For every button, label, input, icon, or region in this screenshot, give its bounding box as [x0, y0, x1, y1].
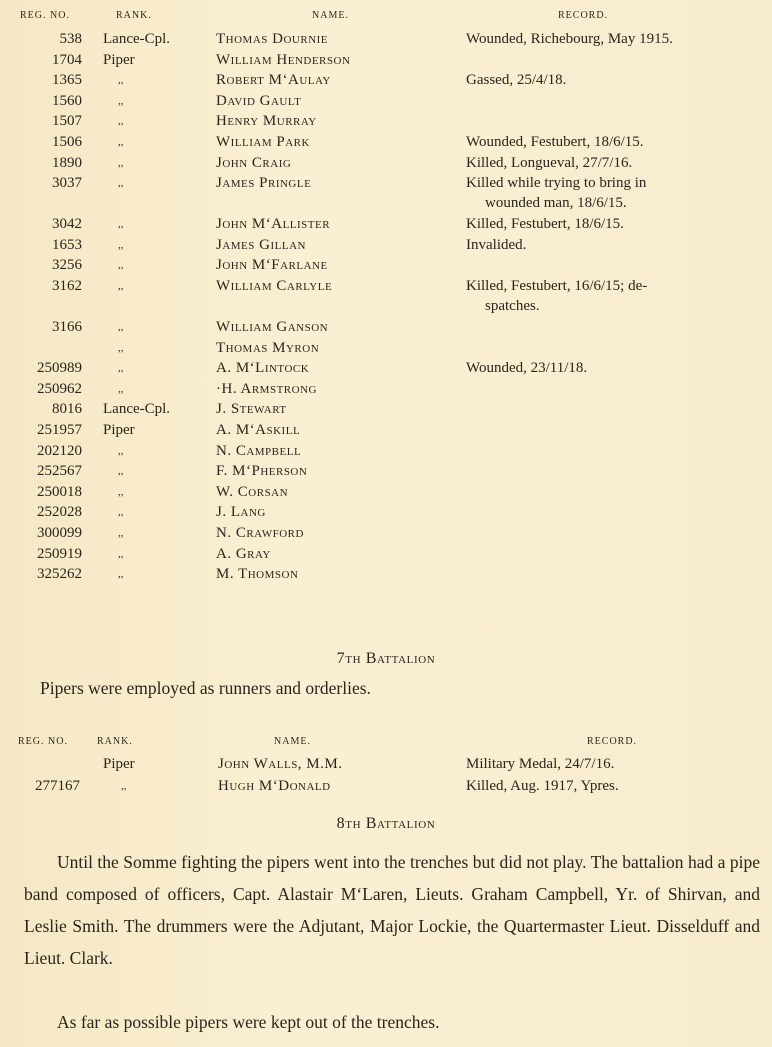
rank: ,, [118, 115, 124, 128]
table-row [0, 132, 772, 152]
record [466, 29, 754, 49]
soldier-name: John Craig [216, 154, 292, 171]
rank: ,, [118, 136, 124, 148]
soldier-name: N. Crawford [216, 525, 304, 541]
reg-no: 252028 [37, 504, 82, 521]
header-reg-no: REG. NO. [20, 10, 70, 21]
reg-no: 3166 [52, 319, 82, 335]
record-text: Killed, Festubert, 18/6/15. [466, 216, 624, 233]
rank: ,, [118, 259, 124, 272]
reg-no: 202120 [37, 442, 82, 459]
rank: ,, [118, 382, 124, 395]
soldier-name: William Ganson [216, 319, 329, 335]
rank: ,, [118, 362, 124, 375]
rank: ,, [118, 177, 124, 190]
table-row [0, 399, 772, 419]
rank: Piper [103, 51, 135, 68]
rank: ,, [118, 568, 124, 581]
reg-no: 277167 [35, 778, 80, 794]
rank: Piper [103, 422, 135, 438]
record [466, 235, 754, 255]
soldier-name: A. M‘Askill [216, 422, 301, 438]
table-row [0, 317, 772, 337]
rank: Piper [103, 756, 135, 772]
soldier-name: ·H. Armstrong [216, 380, 317, 397]
reg-no: 1890 [52, 154, 82, 171]
soldier-name: N. Campbell [216, 442, 302, 459]
table-row [0, 111, 772, 131]
header-rank: RANK. [116, 10, 152, 21]
soldier-name: Thomas Myron [216, 339, 320, 356]
rank: Lance-Cpl. [103, 401, 171, 418]
reg-no: 538 [59, 31, 82, 47]
reg-no: 3042 [52, 216, 82, 233]
section-title-7th-battalion: 7th Battalion [336, 650, 436, 667]
record-text: Wounded, 23/11/18. [466, 360, 588, 377]
reg-no: 250919 [37, 545, 82, 562]
soldier-name: A. M‘Lintock [216, 360, 310, 377]
table-row [0, 420, 772, 440]
rank: ,, [118, 547, 124, 560]
record-text: Killed, Festubert, 16/6/15; de- [466, 278, 648, 294]
eighth-battalion-paragraph-2: As far as possible pipers were kept out of the trenches. [57, 1012, 440, 1032]
rank: ,, [118, 218, 124, 231]
rank: ,, [118, 341, 124, 354]
rank: ,, [118, 485, 124, 498]
soldier-name: J. Lang [216, 504, 266, 521]
record [466, 153, 754, 173]
table-row [0, 235, 772, 255]
table-row [0, 482, 772, 502]
soldier-name: John Walls, M.M. [218, 756, 343, 772]
reg-no: 325262 [37, 566, 82, 583]
table-row [0, 153, 772, 173]
rank: ,, [118, 321, 124, 333]
header-record-7th: RECORD. [587, 736, 638, 747]
table-row [0, 379, 772, 399]
rank: ,, [118, 238, 124, 251]
table-row [0, 544, 772, 564]
soldier-name: David Gault [216, 92, 302, 109]
rank: ,, [118, 156, 124, 169]
table-row [0, 91, 772, 111]
soldier-name: John M‘Farlane [216, 257, 328, 274]
record [466, 132, 754, 152]
rank: ,, [118, 506, 124, 519]
rank: ,, [118, 94, 124, 107]
table-row [0, 441, 772, 461]
table-row [0, 358, 772, 378]
rank: ,, [118, 465, 124, 478]
table-row [0, 276, 772, 314]
table-row [0, 255, 772, 275]
soldier-name: M. Thomson [216, 566, 299, 583]
soldier-name: James Pringle [216, 175, 312, 192]
table-row [0, 523, 772, 543]
table-row [0, 29, 772, 49]
reg-no: 1560 [52, 92, 82, 109]
section-title-8th-battalion: 8th Battalion [336, 815, 436, 832]
rank: ,, [118, 527, 124, 539]
record [466, 173, 754, 213]
table-row [0, 461, 772, 481]
soldier-name: J. Stewart [216, 401, 287, 418]
reg-no: 3256 [52, 257, 82, 274]
record [466, 70, 754, 90]
header-name: NAME. [312, 10, 349, 21]
soldier-name: W. Corsan [216, 483, 289, 500]
soldier-name: Henry Murray [216, 113, 317, 130]
reg-no: 250989 [37, 360, 82, 377]
rank: ,, [118, 444, 124, 457]
record-text: Gassed, 25/4/18. [466, 72, 567, 89]
table-row [0, 173, 772, 212]
record-continuation: wounded man, 18/6/15. [485, 195, 627, 212]
soldier-name: William Henderson [216, 51, 351, 68]
soldier-name: Hugh M‘Donald [218, 778, 331, 794]
soldier-name: John M‘Allister [216, 216, 331, 233]
record [466, 276, 754, 316]
table-row [0, 50, 772, 70]
record-text: Invalided. [466, 236, 527, 253]
reg-no: 3162 [52, 278, 82, 294]
table-row [0, 70, 772, 90]
table-row [0, 776, 772, 796]
soldier-name: Robert M‘Aulay [216, 72, 331, 89]
reg-no: 252567 [37, 463, 82, 480]
record [466, 358, 754, 378]
reg-no: 1507 [52, 113, 82, 130]
record-text: Killed, Longueval, 27/7/16. [466, 154, 633, 171]
record-text: Killed while trying to bring in [466, 175, 647, 192]
reg-no: 300099 [37, 525, 82, 541]
reg-no: 8016 [52, 401, 82, 418]
reg-no: 251957 [37, 422, 82, 438]
reg-no: 250962 [37, 380, 82, 397]
table-row [0, 214, 772, 234]
table-row [0, 564, 772, 584]
header-record: RECORD. [558, 10, 609, 21]
reg-no: 3037 [52, 175, 82, 192]
eighth-battalion-paragraph-1: Until the Somme fighting the pipers went into the trenches but did not play. The battalion had a pipe band composed of officers, Capt. Alastair M‘Laren, Lieuts. Graham Campbell, Yr. of Shirvan, and Leslie Smith. The drummers were the Adjutant, Major Lockie, the Quartermaster Lieut. Disselduff and Lieut. Clark. [24, 852, 760, 968]
record-continuation: spatches. [485, 298, 540, 314]
header-name-7th: NAME. [274, 736, 311, 747]
soldier-name: James Gillan [216, 236, 306, 253]
reg-no: 1704 [52, 51, 82, 68]
soldier-name: William Park [216, 134, 310, 150]
soldier-name: Thomas Dournie [216, 31, 329, 47]
rank: ,, [118, 74, 124, 87]
record [466, 214, 754, 234]
rank: ,, [118, 280, 124, 292]
soldier-name: A. Gray [216, 545, 271, 562]
soldier-name: William Carlyle [216, 278, 333, 294]
record-text: Wounded, Richebourg, May 1915. [466, 31, 673, 47]
rank: Lance-Cpl. [103, 31, 171, 47]
record: Military Medal, 24/7/16. [466, 756, 615, 772]
reg-no: 1653 [52, 236, 82, 253]
record: Killed, Aug. 1917, Ypres. [466, 778, 619, 794]
soldier-name: F. M‘Pherson [216, 463, 308, 480]
table-row [0, 754, 772, 774]
rank: ,, [121, 780, 127, 792]
reg-no: 1365 [52, 72, 82, 89]
table-row [0, 338, 772, 358]
reg-no: 1506 [52, 134, 82, 150]
table-row [0, 502, 772, 522]
header-rank-7th: RANK. [97, 736, 133, 747]
header-reg-no-7th: REG. NO. [18, 736, 68, 747]
record-text: Wounded, Festubert, 18/6/15. [466, 134, 644, 150]
seventh-battalion-intro: Pipers were employed as runners and orderlies. [40, 678, 371, 698]
reg-no: 250018 [37, 483, 82, 500]
